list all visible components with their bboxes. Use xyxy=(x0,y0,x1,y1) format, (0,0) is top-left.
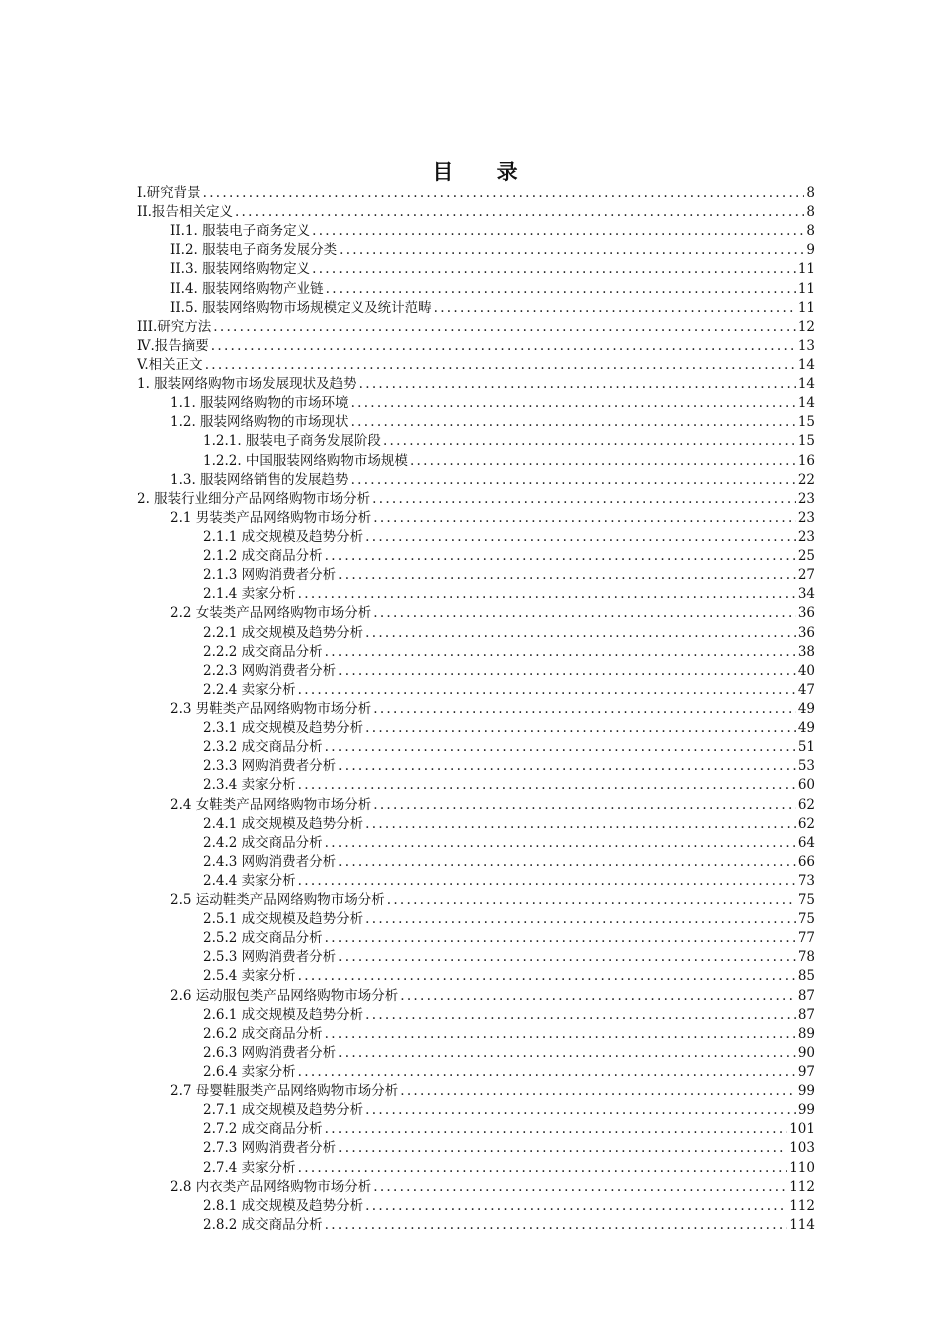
toc-entry[interactable] xyxy=(137,1063,815,1082)
toc-entry-page-number: 23 xyxy=(797,490,815,507)
toc-entry-page-number: 23 xyxy=(797,528,815,545)
toc-leader-dots xyxy=(326,280,796,299)
toc-entry[interactable] xyxy=(137,299,815,318)
toc-entry-page-number: 87 xyxy=(797,1006,815,1023)
toc-entry[interactable] xyxy=(137,318,815,337)
toc-entry[interactable] xyxy=(137,853,815,872)
toc-entry[interactable] xyxy=(137,643,815,662)
toc-entry-page-number: 64 xyxy=(797,834,815,851)
toc-entry-label: II.1. 服装电子商务定义 xyxy=(170,223,311,240)
toc-entry-label: 2.5.3 网购消费者分析 xyxy=(203,949,337,966)
toc-entry-page-number: 16 xyxy=(797,452,815,469)
toc-leader-dots xyxy=(365,719,796,738)
toc-entry-label: 2.5.1 成交规模及趋势分析 xyxy=(203,911,364,928)
toc-entry[interactable] xyxy=(137,700,815,719)
toc-entry[interactable] xyxy=(137,776,815,795)
toc-entry-label: 2.6.2 成交商品分析 xyxy=(203,1025,323,1042)
toc-entry[interactable] xyxy=(137,566,815,585)
toc-entry[interactable] xyxy=(137,738,815,757)
toc-leader-dots xyxy=(312,222,804,241)
toc-leader-dots xyxy=(351,394,796,413)
toc-entry-label: II.2. 服装电子商务发展分类 xyxy=(170,242,338,259)
toc-entry[interactable] xyxy=(137,1082,815,1101)
toc-entry-label: 1.2. 服装网络购物的市场现状 xyxy=(170,414,349,431)
toc-entry-page-number: 97 xyxy=(797,1064,815,1081)
toc-entry[interactable] xyxy=(137,471,815,490)
toc-leader-dots xyxy=(325,929,796,948)
toc-entry-page-number: 8 xyxy=(806,223,815,240)
toc-entry[interactable] xyxy=(137,987,815,1006)
toc-entry-page-number: 73 xyxy=(797,872,815,889)
toc-entry-label: 2.7.3 网购消费者分析 xyxy=(203,1140,337,1157)
toc-entry-page-number: 25 xyxy=(797,548,815,565)
toc-title: 目 录 xyxy=(432,159,536,184)
toc-leader-dots xyxy=(365,910,796,929)
toc-entry[interactable] xyxy=(137,241,815,260)
toc-entry-page-number: 66 xyxy=(797,853,815,870)
toc-entry-label: 2.1.4 卖家分析 xyxy=(203,586,296,603)
toc-leader-dots xyxy=(338,662,796,681)
toc-leader-dots xyxy=(434,299,796,318)
toc-entry[interactable] xyxy=(137,872,815,891)
toc-entry[interactable] xyxy=(137,528,815,547)
toc-leader-dots xyxy=(211,337,796,356)
toc-entry-label: 2.7 母婴鞋服类产品网络购物市场分析 xyxy=(170,1083,399,1100)
toc-entry-page-number: 38 xyxy=(797,643,815,660)
toc-entry[interactable] xyxy=(137,337,815,356)
toc-entry-label: 2.1.2 成交商品分析 xyxy=(203,548,323,565)
toc-leader-dots xyxy=(365,815,796,834)
toc-entry[interactable] xyxy=(137,280,815,299)
toc-entry[interactable] xyxy=(137,490,815,509)
toc-entry-page-number: 62 xyxy=(797,815,815,832)
toc-entry-label: 2.3.3 网购消费者分析 xyxy=(203,758,337,775)
toc-entry-page-number: 27 xyxy=(797,567,815,584)
toc-leader-dots xyxy=(373,1178,787,1197)
toc-entry[interactable] xyxy=(137,604,815,623)
toc-leader-dots xyxy=(338,1044,796,1063)
toc-entry[interactable] xyxy=(137,796,815,815)
toc-leader-dots xyxy=(203,184,805,203)
toc-leader-dots xyxy=(338,757,796,776)
toc-entry-page-number: 85 xyxy=(797,968,815,985)
toc-entry-page-number: 51 xyxy=(797,739,815,756)
toc-entry[interactable] xyxy=(137,203,815,222)
toc-entry[interactable] xyxy=(137,222,815,241)
toc-leader-dots xyxy=(351,471,796,490)
toc-entry-page-number: 9 xyxy=(806,242,815,259)
toc-leader-dots xyxy=(338,566,796,585)
toc-leader-dots xyxy=(400,987,796,1006)
toc-entry-page-number: 36 xyxy=(797,605,815,622)
toc-entry-page-number: 112 xyxy=(789,1178,815,1195)
toc-entry-label: V.相关正文 xyxy=(137,356,203,373)
toc-entry-page-number: 112 xyxy=(789,1197,815,1214)
toc-entry-label: 1.2.2. 中国服装网络购物市场规模 xyxy=(203,452,408,469)
toc-entry[interactable] xyxy=(137,1120,815,1139)
toc-entry-label: 2.4.3 网购消费者分析 xyxy=(203,853,337,870)
toc-entry-label: 1.3. 服装网络销售的发展趋势 xyxy=(170,471,349,488)
toc-leader-dots xyxy=(325,834,796,853)
toc-leader-dots xyxy=(339,241,804,260)
toc-entry-label: Ⅳ.报告摘要 xyxy=(137,337,209,354)
toc-leader-dots xyxy=(387,891,796,910)
toc-entry-label: II.3. 服装网络购物定义 xyxy=(170,261,311,278)
toc-entry-label: 2.2 女装类产品网络购物市场分析 xyxy=(170,605,372,622)
toc-entry-label: 2.3.1 成交规模及趋势分析 xyxy=(203,720,364,737)
toc-entry[interactable] xyxy=(137,891,815,910)
toc-leader-dots xyxy=(338,948,796,967)
toc-entry[interactable] xyxy=(137,260,815,279)
toc-entry-page-number: 101 xyxy=(789,1121,815,1138)
toc-entry-page-number: 75 xyxy=(797,911,815,928)
toc-leader-dots xyxy=(373,509,796,528)
toc-entry-page-number: 87 xyxy=(797,987,815,1004)
toc-entry-label: 2.5.2 成交商品分析 xyxy=(203,930,323,947)
toc-leader-dots xyxy=(359,375,796,394)
toc-entry-label: 2. 服装行业细分产品网络购物市场分析 xyxy=(137,490,371,507)
toc-entry-page-number: 49 xyxy=(797,720,815,737)
toc-entry-page-number: 89 xyxy=(797,1025,815,1042)
toc-leader-dots xyxy=(325,1025,796,1044)
toc-entry[interactable] xyxy=(137,375,815,394)
toc-leader-dots xyxy=(373,604,796,623)
toc-entry[interactable] xyxy=(137,432,815,451)
toc-leader-dots xyxy=(373,796,796,815)
toc-entry-page-number: 8 xyxy=(806,204,815,221)
toc-entry-page-number: 47 xyxy=(797,681,815,698)
toc-entry-label: 2.5 运动鞋类产品网络购物市场分析 xyxy=(170,892,385,909)
toc-entry[interactable] xyxy=(137,1159,815,1178)
toc-entry-label: 2.7.4 卖家分析 xyxy=(203,1159,296,1176)
toc-entry[interactable] xyxy=(137,624,815,643)
toc-entry[interactable] xyxy=(137,1139,815,1158)
toc-entry-label: 2.3 男鞋类产品网络购物市场分析 xyxy=(170,700,372,717)
toc-entry-page-number: 36 xyxy=(797,624,815,641)
toc-entry[interactable] xyxy=(137,356,815,375)
toc-entry[interactable] xyxy=(137,585,815,604)
toc-leader-dots xyxy=(365,624,796,643)
toc-entry[interactable] xyxy=(137,1216,815,1235)
toc-entry-label: 1.2.1. 服装电子商务发展阶段 xyxy=(203,433,381,450)
toc-entry-label: 2.4.1 成交规模及趋势分析 xyxy=(203,815,364,832)
toc-entry-label: 2.7.2 成交商品分析 xyxy=(203,1121,323,1138)
toc-entry-page-number: 40 xyxy=(797,662,815,679)
toc-leader-dots xyxy=(400,1082,796,1101)
toc-entry-label: 1. 服装网络购物市场发展现状及趋势 xyxy=(137,376,357,393)
toc-entry-label: 2.6 运动服包类产品网络购物市场分析 xyxy=(170,987,399,1004)
toc-entry-page-number: 99 xyxy=(797,1102,815,1119)
toc-leader-dots xyxy=(205,356,796,375)
toc-entry[interactable] xyxy=(137,815,815,834)
toc-entry[interactable] xyxy=(137,509,815,528)
toc-entry[interactable] xyxy=(137,1025,815,1044)
toc-leader-dots xyxy=(351,413,796,432)
table-of-contents xyxy=(137,184,815,1235)
toc-entry-label: II.报告相关定义 xyxy=(137,204,233,221)
toc-entry-label: 2.2.3 网购消费者分析 xyxy=(203,662,337,679)
toc-leader-dots xyxy=(298,776,796,795)
toc-entry-label: III.研究方法 xyxy=(137,318,212,335)
toc-leader-dots xyxy=(325,738,796,757)
toc-entry[interactable] xyxy=(137,1044,815,1063)
toc-entry-page-number: 110 xyxy=(789,1159,815,1176)
toc-entry[interactable] xyxy=(137,719,815,738)
toc-entry-page-number: 11 xyxy=(797,280,815,297)
toc-entry-page-number: 15 xyxy=(797,433,815,450)
toc-entry[interactable] xyxy=(137,929,815,948)
toc-entry[interactable] xyxy=(137,394,815,413)
toc-entry-label: 2.8.1 成交规模及趋势分析 xyxy=(203,1197,364,1214)
toc-entry-page-number: 12 xyxy=(797,318,815,335)
toc-leader-dots xyxy=(325,547,796,566)
toc-entry-label: 2.1 男装类产品网络购物市场分析 xyxy=(170,509,372,526)
toc-entry-label: 2.6.1 成交规模及趋势分析 xyxy=(203,1006,364,1023)
toc-entry-page-number: 99 xyxy=(797,1083,815,1100)
toc-entry-label: 2.8.2 成交商品分析 xyxy=(203,1216,323,1233)
toc-entry-label: 1.1. 服装网络购物的市场环境 xyxy=(170,395,349,412)
toc-entry[interactable] xyxy=(137,547,815,566)
toc-leader-dots xyxy=(298,585,796,604)
toc-entry-label: 2.3.4 卖家分析 xyxy=(203,777,296,794)
toc-entry[interactable] xyxy=(137,834,815,853)
toc-entry-page-number: 14 xyxy=(797,376,815,393)
toc-leader-dots xyxy=(365,1197,787,1216)
toc-entry-page-number: 11 xyxy=(797,261,815,278)
toc-entry[interactable] xyxy=(137,413,815,432)
toc-leader-dots xyxy=(373,700,796,719)
toc-leader-dots xyxy=(338,1139,787,1158)
toc-entry[interactable] xyxy=(137,1197,815,1216)
toc-entry-label: II.5. 服装网络购物市场规模定义及统计范畴 xyxy=(170,299,432,316)
toc-entry-page-number: 23 xyxy=(797,509,815,526)
toc-entry[interactable] xyxy=(137,1178,815,1197)
toc-entry-page-number: 22 xyxy=(797,471,815,488)
toc-leader-dots xyxy=(298,1159,788,1178)
toc-entry-label: II.4. 服装网络购物产业链 xyxy=(170,280,324,297)
toc-leader-dots xyxy=(213,318,796,337)
toc-entry-page-number: 78 xyxy=(797,949,815,966)
toc-leader-dots xyxy=(365,1101,796,1120)
toc-entry-label: I.研究背景 xyxy=(137,185,201,201)
toc-leader-dots xyxy=(325,1120,788,1139)
toc-entry-label: 2.5.4 卖家分析 xyxy=(203,968,296,985)
toc-leader-dots xyxy=(312,260,796,279)
toc-entry-label: 2.4.4 卖家分析 xyxy=(203,872,296,889)
toc-entry[interactable] xyxy=(137,452,815,471)
toc-entry-page-number: 34 xyxy=(797,586,815,603)
toc-entry[interactable] xyxy=(137,948,815,967)
toc-entry-label: 2.2.2 成交商品分析 xyxy=(203,643,323,660)
toc-entry-label: 2.1.1 成交规模及趋势分析 xyxy=(203,528,364,545)
toc-entry-label: 2.4 女鞋类产品网络购物市场分析 xyxy=(170,796,372,813)
toc-entry-page-number: 90 xyxy=(797,1044,815,1061)
toc-leader-dots xyxy=(298,681,796,700)
toc-entry-label: 2.2.4 卖家分析 xyxy=(203,681,296,698)
toc-entry-label: 2.6.3 网购消费者分析 xyxy=(203,1044,337,1061)
toc-leader-dots xyxy=(365,1006,796,1025)
toc-entry-page-number: 11 xyxy=(797,299,815,316)
toc-entry-label: 2.3.2 成交商品分析 xyxy=(203,739,323,756)
toc-entry-page-number: 49 xyxy=(797,700,815,717)
toc-entry-page-number: 60 xyxy=(797,777,815,794)
toc-leader-dots xyxy=(410,452,796,471)
toc-entry-page-number: 62 xyxy=(797,796,815,813)
toc-leader-dots xyxy=(235,203,804,222)
toc-entry-page-number: 14 xyxy=(797,356,815,373)
toc-entry[interactable] xyxy=(137,757,815,776)
toc-entry-label: 2.1.3 网购消费者分析 xyxy=(203,567,337,584)
toc-leader-dots xyxy=(325,643,796,662)
toc-entry-page-number: 75 xyxy=(797,892,815,909)
toc-leader-dots xyxy=(298,872,796,891)
toc-entry[interactable] xyxy=(137,681,815,700)
toc-entry-page-number: 53 xyxy=(797,758,815,775)
toc-entry-label: 2.7.1 成交规模及趋势分析 xyxy=(203,1102,364,1119)
toc-leader-dots xyxy=(365,528,796,547)
toc-leader-dots xyxy=(298,967,796,986)
toc-entry[interactable] xyxy=(137,967,815,986)
toc-entry-label: 2.2.1 成交规模及趋势分析 xyxy=(203,624,364,641)
toc-entry[interactable] xyxy=(137,910,815,929)
toc-leader-dots xyxy=(338,853,796,872)
toc-entry-page-number: 114 xyxy=(789,1216,815,1233)
toc-entry[interactable] xyxy=(137,184,815,203)
toc-entry-label: 2.4.2 成交商品分析 xyxy=(203,834,323,851)
toc-entry-page-number: 8 xyxy=(806,185,815,201)
toc-entry-page-number: 77 xyxy=(797,930,815,947)
toc-leader-dots xyxy=(298,1063,796,1082)
toc-leader-dots xyxy=(372,490,796,509)
toc-entry-page-number: 103 xyxy=(789,1140,815,1157)
toc-entry-label: 2.6.4 卖家分析 xyxy=(203,1064,296,1081)
toc-entry-page-number: 15 xyxy=(797,414,815,431)
toc-leader-dots xyxy=(325,1216,788,1235)
toc-entry-page-number: 14 xyxy=(797,395,815,412)
toc-entry[interactable] xyxy=(137,662,815,681)
toc-entry[interactable] xyxy=(137,1101,815,1120)
toc-leader-dots xyxy=(383,432,796,451)
toc-entry-page-number: 13 xyxy=(797,337,815,354)
toc-entry[interactable] xyxy=(137,1006,815,1025)
toc-entry-label: 2.8 内衣类产品网络购物市场分析 xyxy=(170,1178,372,1195)
